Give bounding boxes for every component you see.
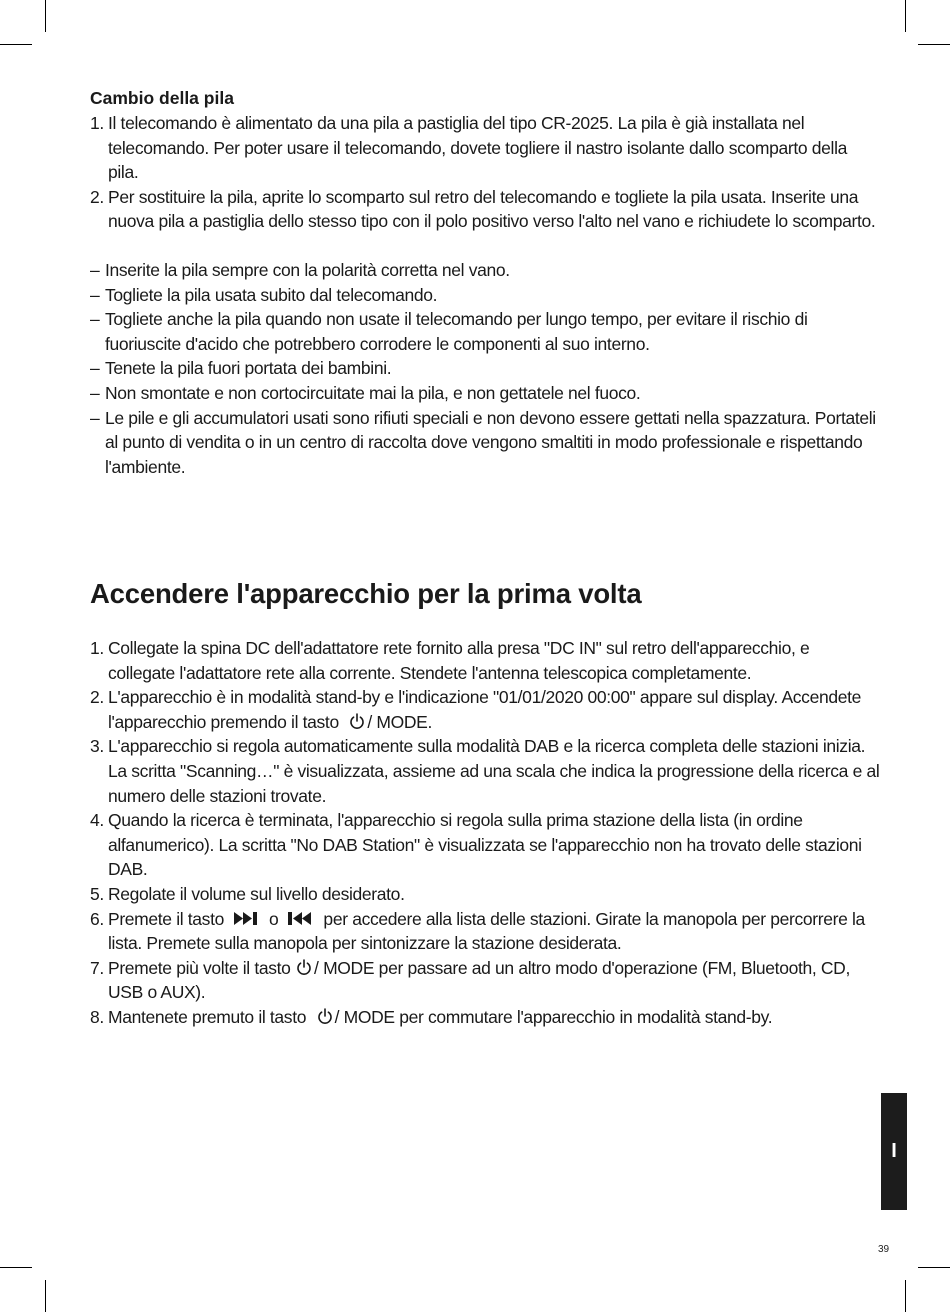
step-text: per accedere alla lista delle stazioni. Girate la manopola per percorrere la lista. Premete sulla manopola per sintonizzare la stazione desiderata. <box>108 908 865 954</box>
dash-bullet: – <box>90 259 100 280</box>
step-text: Quando la ricerca è terminata, l'apparecchio si regola sulla prima stazione della lista (in ordine alfanumerico). La scritta "No DAB Station" è visualizzata se l'apparecchio non ha trovato delle stazioni DAB. <box>108 810 862 880</box>
step-text: L'apparecchio è in modalità stand-by e l'indicazione "01/01/2020 00:00" appare sul display. Accendete l'apparecchio premendo il tasto <box>108 687 861 732</box>
step-number: 1. <box>90 113 104 133</box>
crop-mark <box>905 0 906 32</box>
warning-text: Togliete la pila usata subito dal telecomando. <box>105 284 438 305</box>
step-text: o <box>264 908 283 929</box>
step-text: L'apparecchio si regola automaticamente sulla modalità DAB e la ricerca completa delle stazioni inizia. La scritta "Scanning…" è visualizzata, assieme ad una scala che indica la progressione della ricerca e al numero delle stazioni trovate. <box>108 736 880 806</box>
step-number: 2. <box>90 687 104 708</box>
crop-mark <box>0 44 32 45</box>
first-use-section <box>90 636 880 1030</box>
battery-step <box>90 185 880 234</box>
warning-item <box>90 406 880 480</box>
dash-bullet: – <box>90 284 100 305</box>
first-use-step <box>90 1005 880 1030</box>
step-text: / MODE per commutare l'apparecchio in modalità stand-by. <box>334 1006 773 1027</box>
dash-bullet: – <box>90 382 100 403</box>
step-text: Per sostituire la pila, aprite lo scomparto sul retro del telecomando e togliete la pila usata. Inserite una nuova pila a pastiglia dello stesso tipo con il polo positivo verso l'alto nel vano e richiudete lo scomparto. <box>108 186 876 232</box>
first-use-steps <box>90 636 880 1030</box>
step-text: Regolate il volume sul livello desiderato. <box>108 883 405 904</box>
warning-text: Non smontate e non cortocircuitate mai la pila, e non gettatele nel fuoco. <box>105 382 641 403</box>
step-text: Il telecomando è alimentato da una pila a pastiglia del tipo CR-2025. La pila è già installata nel telecomando. Per poter usare il telecomando, dovete togliere il nastro isolante dallo scomparto della pila. <box>108 113 847 183</box>
warning-text: Togliete anche la pila quando non usate il telecomando per lungo tempo, per evitare il rischio di fuoriuscite d'acido che potrebbero corrodere le componenti al suo interno. <box>105 309 808 354</box>
skip-forward-icon <box>232 911 262 926</box>
dash-bullet: – <box>90 407 100 428</box>
first-use-step <box>90 882 880 907</box>
step-text: / MODE per passare ad un altro modo d'operazione (FM, Bluetooth, CD, USB o AUX). <box>108 957 850 1003</box>
step-text: Premete il tasto <box>108 908 229 929</box>
battery-step <box>90 111 880 185</box>
warning-item <box>90 283 880 308</box>
page-number: 39 <box>878 1244 890 1255</box>
dash-bullet: – <box>90 358 100 379</box>
first-use-step <box>90 685 880 734</box>
first-use-step <box>90 636 880 685</box>
battery-steps <box>90 111 880 234</box>
section-title: Accendere l'apparecchio per la prima volta <box>90 578 642 609</box>
warning-item <box>90 356 880 381</box>
battery-warnings <box>90 258 880 479</box>
crop-mark <box>918 1267 950 1268</box>
language-tab-label: I <box>891 1140 897 1162</box>
battery-heading: Cambio della pila <box>90 88 234 108</box>
dash-bullet: – <box>90 309 100 330</box>
warning-text: Inserite la pila sempre con la polarità corretta nel vano. <box>105 259 510 280</box>
warning-item <box>90 258 880 283</box>
first-use-step <box>90 907 880 956</box>
crop-mark <box>918 44 950 45</box>
step-number: 4. <box>90 810 104 831</box>
crop-mark <box>0 1267 32 1268</box>
crop-mark <box>45 1280 46 1312</box>
crop-mark <box>905 1280 906 1312</box>
step-text: Mantenete premuto il tasto <box>108 1006 311 1027</box>
first-use-step <box>90 734 880 808</box>
step-number: 7. <box>90 957 104 978</box>
step-text: Collegate la spina DC dell'adattatore rete fornito alla presa "DC IN" sul retro dell'apparecchio, e collegate l'adattatore rete alla corrente. Stendete l'antenna telescopica completamente. <box>108 638 810 683</box>
step-number: 8. <box>90 1006 104 1027</box>
step-number: 2. <box>90 186 104 207</box>
step-text: / MODE. <box>367 711 432 732</box>
power-icon <box>296 959 312 976</box>
step-number: 5. <box>90 883 104 904</box>
step-text: Premete più volte il tasto <box>108 957 296 978</box>
warning-text: Tenete la pila fuori portata dei bambini. <box>105 358 392 379</box>
crop-mark <box>45 0 46 32</box>
step-number: 3. <box>90 736 104 757</box>
first-use-step <box>90 956 880 1005</box>
warning-item <box>90 307 880 356</box>
skip-back-icon <box>286 911 316 926</box>
step-number: 1. <box>90 638 104 658</box>
battery-section <box>90 86 880 479</box>
warning-item <box>90 381 880 406</box>
step-number: 6. <box>90 908 104 929</box>
first-use-step <box>90 808 880 882</box>
power-icon <box>317 1008 333 1025</box>
language-tab <box>881 1093 907 1210</box>
warning-text: Le pile e gli accumulatori usati sono rifiuti speciali e non devono essere gettati nella spazzatura. Portateli al punto di vendita o in un centro di raccolta dove vengono smaltiti in modo professionale e rispettando l'ambiente. <box>105 407 876 477</box>
power-icon <box>349 713 365 730</box>
